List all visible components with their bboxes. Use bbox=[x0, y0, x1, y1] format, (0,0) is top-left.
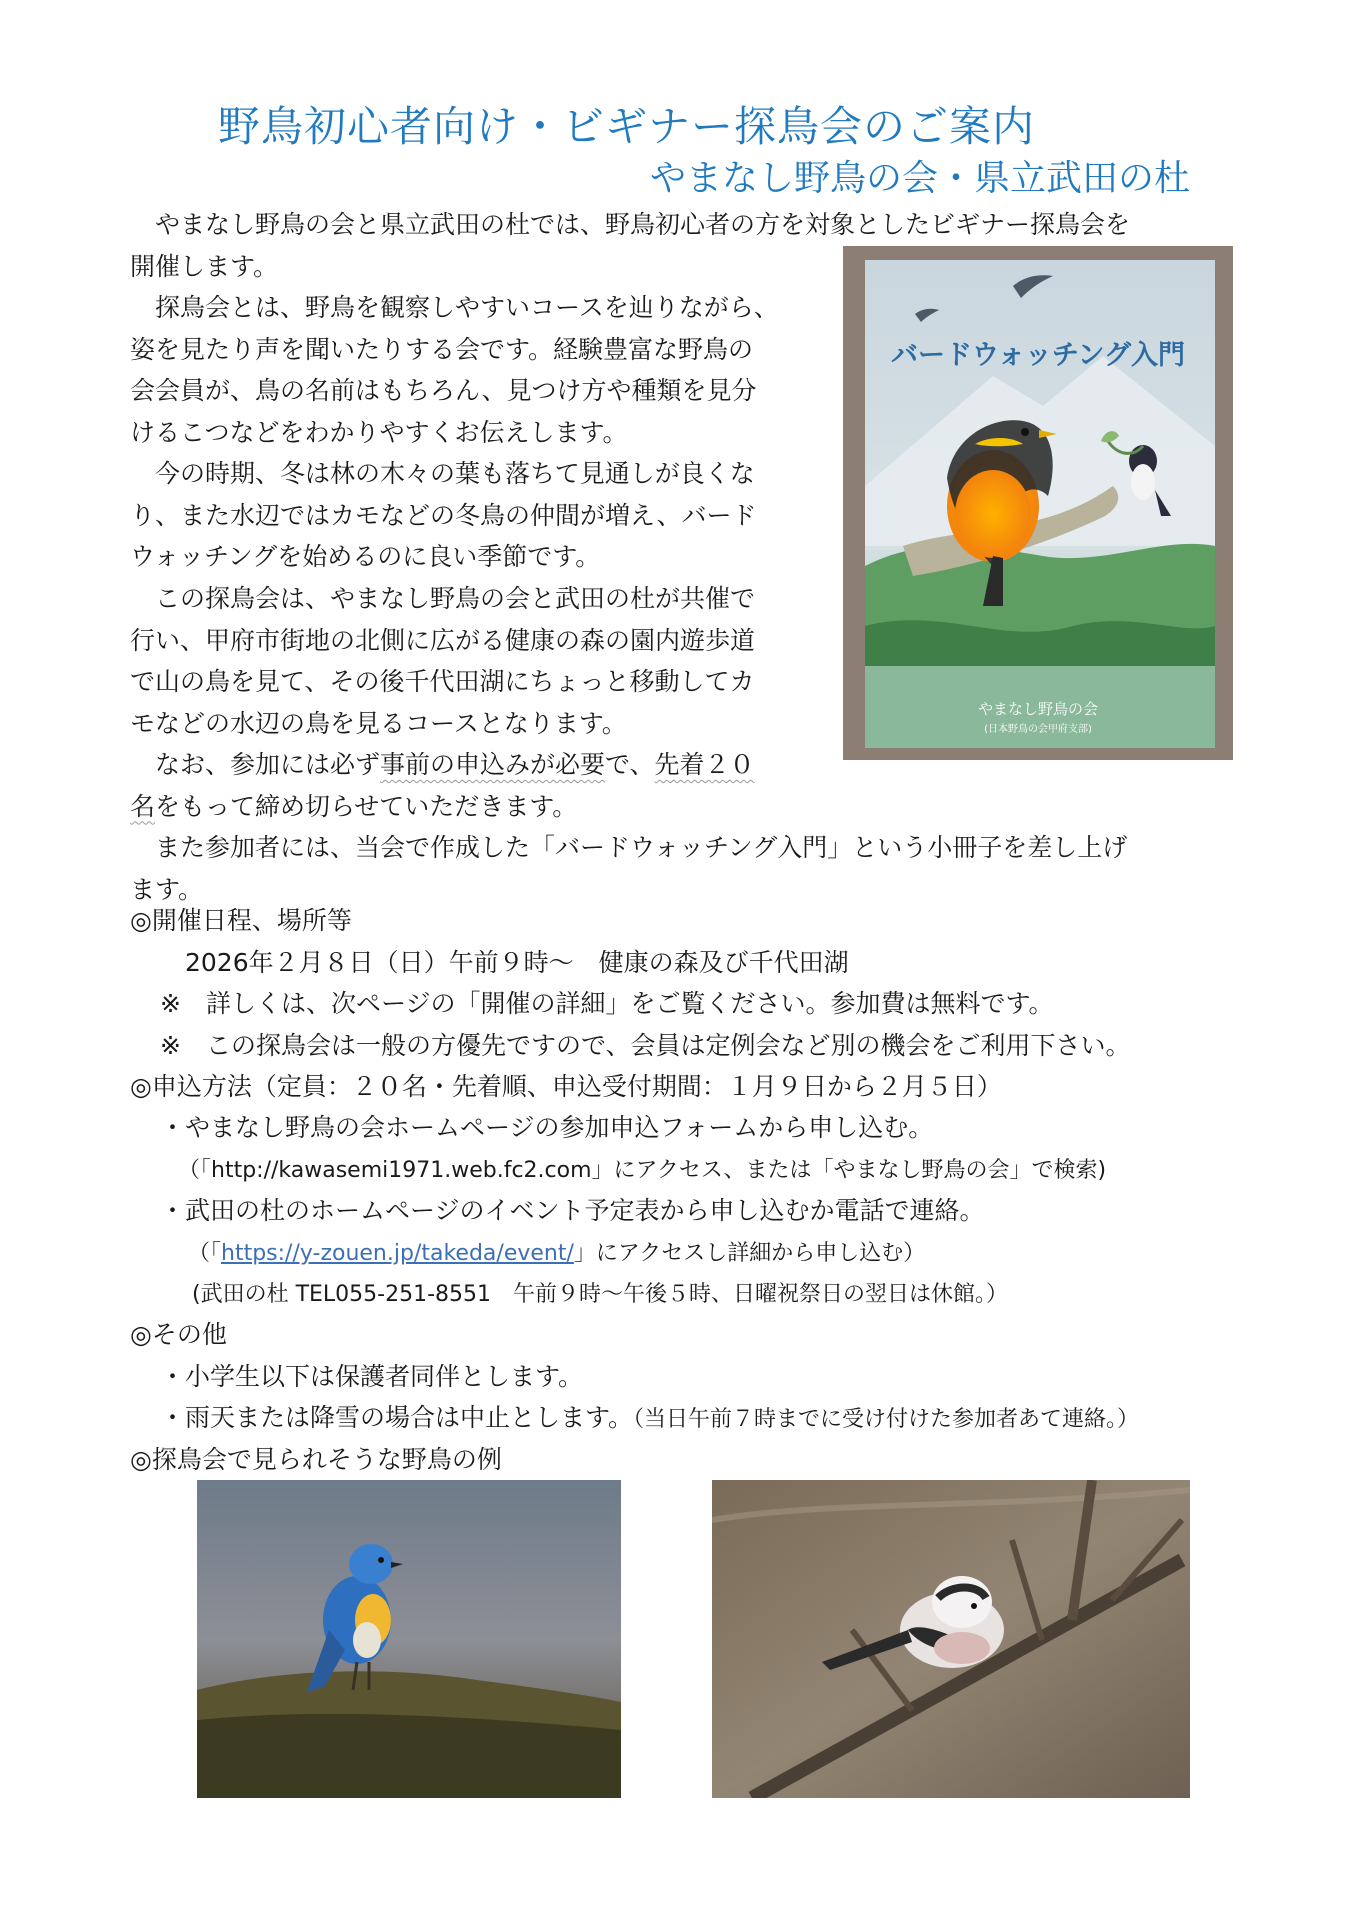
course-line: モなどの水辺の鳥を見るコースとなります。 bbox=[130, 708, 627, 738]
explanation-paragraph bbox=[130, 287, 779, 453]
registration-line-1 bbox=[130, 744, 755, 786]
booklet-title-text: バードウォッチング入門 bbox=[890, 340, 1186, 371]
explanation-line: けるこつなどをわかりやすくお伝えします。 bbox=[130, 417, 628, 447]
explanation-line: 会会員が、鳥の名前はもちろん、見つけ方や種類を見分 bbox=[130, 376, 757, 405]
apply-homepage-url-note: （「http://kawasemi1971.web.fc2.com」にアクセス、または「やまなし野鳥の会」で検索) bbox=[178, 1158, 1107, 1183]
season-line: り、また水辺ではカモなどの冬鳥の仲間が増え、バード bbox=[130, 500, 757, 530]
season-paragraph bbox=[130, 453, 757, 578]
course-line: この探鳥会は、やまなし野鳥の会と武田の杜が共催で bbox=[155, 584, 756, 613]
registration-first-come-emphasis: 名 bbox=[130, 791, 156, 821]
course-line: で山の鳥を見て、その後千代田湖にちょっと移動してカ bbox=[130, 667, 755, 696]
registration-text: で、 bbox=[605, 750, 655, 779]
booklet-gift-paragraph bbox=[130, 827, 1127, 910]
other-weather-text: ・雨天または降雪の場合は中止とします。 bbox=[160, 1403, 634, 1432]
registration-line-2 bbox=[130, 786, 755, 828]
apply-takeda-url-pre: （「 bbox=[188, 1241, 222, 1266]
registration-text: をもって締め切らせていただきます。 bbox=[155, 791, 578, 821]
registration-text: なお、参加には必ず bbox=[155, 750, 381, 779]
apply-item-takeda: ・武田の杜のホームページのイベント予定表から申し込むか電話で連絡。 bbox=[160, 1196, 985, 1225]
registration-paragraph bbox=[130, 744, 755, 827]
course-line: 行い、甲府市街地の北側に広がる健康の森の園内遊歩道 bbox=[130, 625, 756, 655]
apply-heading: ◎申込方法（定員：２０名・先着順、申込受付期間：１月９日から２月５日） bbox=[130, 1072, 1002, 1101]
schedule-note-details: ※ 詳しくは、次ページの「開催の詳細」をご覧ください。参加費は無料です。 bbox=[160, 989, 1054, 1018]
schedule-note-members: ※ この探鳥会は一般の方優先ですので、会員は定例会など別の機会をご利用下さい。 bbox=[160, 1031, 1131, 1060]
booklet-publisher-text: やまなし野鳥の会 bbox=[977, 700, 1099, 718]
apply-takeda-tel: (武田の杜 TEL055-251-8551 午前９時～午後５時、日曜祝祭日の翌日は休館。） bbox=[192, 1282, 1009, 1307]
page-title: 野鳥初心者向け・ビギナー探鳥会のご案内 bbox=[218, 102, 1036, 151]
schedule-date-place: 2026年２月８日（日）午前９時～ 健康の森及び千代田湖 bbox=[185, 948, 849, 977]
registration-first-come-emphasis: 先着２０ bbox=[654, 750, 755, 779]
schedule-heading: ◎開催日程、場所等 bbox=[130, 906, 352, 935]
other-weather-note: （当日午前７時までに受け付けた参加者あて連絡。） bbox=[633, 1407, 1140, 1432]
long-tailed-tit-photo bbox=[712, 1480, 1190, 1798]
season-line: ウォッチングを始めるのに良い季節です。 bbox=[130, 542, 601, 571]
apply-takeda-url-line bbox=[188, 1239, 925, 1269]
explanation-line: 姿を見たり声を聞いたりする会です。経験豊富な野鳥の bbox=[130, 334, 754, 364]
booklet-gift-line-2: ます。 bbox=[130, 874, 204, 904]
other-heading: ◎その他 bbox=[130, 1320, 227, 1349]
other-item-children: ・小学生以下は保護者同伴とします。 bbox=[160, 1362, 584, 1391]
other-item-weather bbox=[160, 1403, 1139, 1435]
apply-takeda-url-post: 」にアクセスし詳細から申し込む） bbox=[573, 1241, 926, 1266]
season-line: 今の時期、冬は林の木々の葉も落ちて見通しが良くな bbox=[155, 459, 755, 488]
booklet-gift-line-1: また参加者には、当会で作成した「バードウォッチング入門」という小冊子を差し上げ bbox=[155, 833, 1128, 862]
booklet-publisher-sub-text: (日本野鳥の会甲府支部) bbox=[984, 724, 1092, 735]
intro-line-1: やまなし野鳥の会と県立武田の杜では、野鳥初心者の方を対象としたビギナー探鳥会を bbox=[155, 210, 1131, 239]
course-paragraph bbox=[130, 578, 755, 744]
page-subtitle: やまなし野鳥の会・県立武田の杜 bbox=[650, 158, 1191, 199]
birds-heading: ◎探鳥会で見られそうな野鳥の例 bbox=[130, 1445, 502, 1474]
bluetail-photo bbox=[197, 1480, 621, 1798]
apply-item-homepage: ・やまなし野鳥の会ホームページの参加申込フォームから申し込む。 bbox=[160, 1113, 934, 1142]
booklet-cover-image bbox=[843, 246, 1233, 760]
registration-required-emphasis: 事前の申込みが必要 bbox=[380, 750, 606, 779]
takeda-event-link[interactable]: https://y-zouen.jp/takeda/event/ bbox=[221, 1241, 574, 1266]
intro-line-2: 開催します。 bbox=[130, 251, 279, 281]
explanation-line: 探鳥会とは、野鳥を観察しやすいコースを辿りながら、 bbox=[155, 293, 779, 322]
